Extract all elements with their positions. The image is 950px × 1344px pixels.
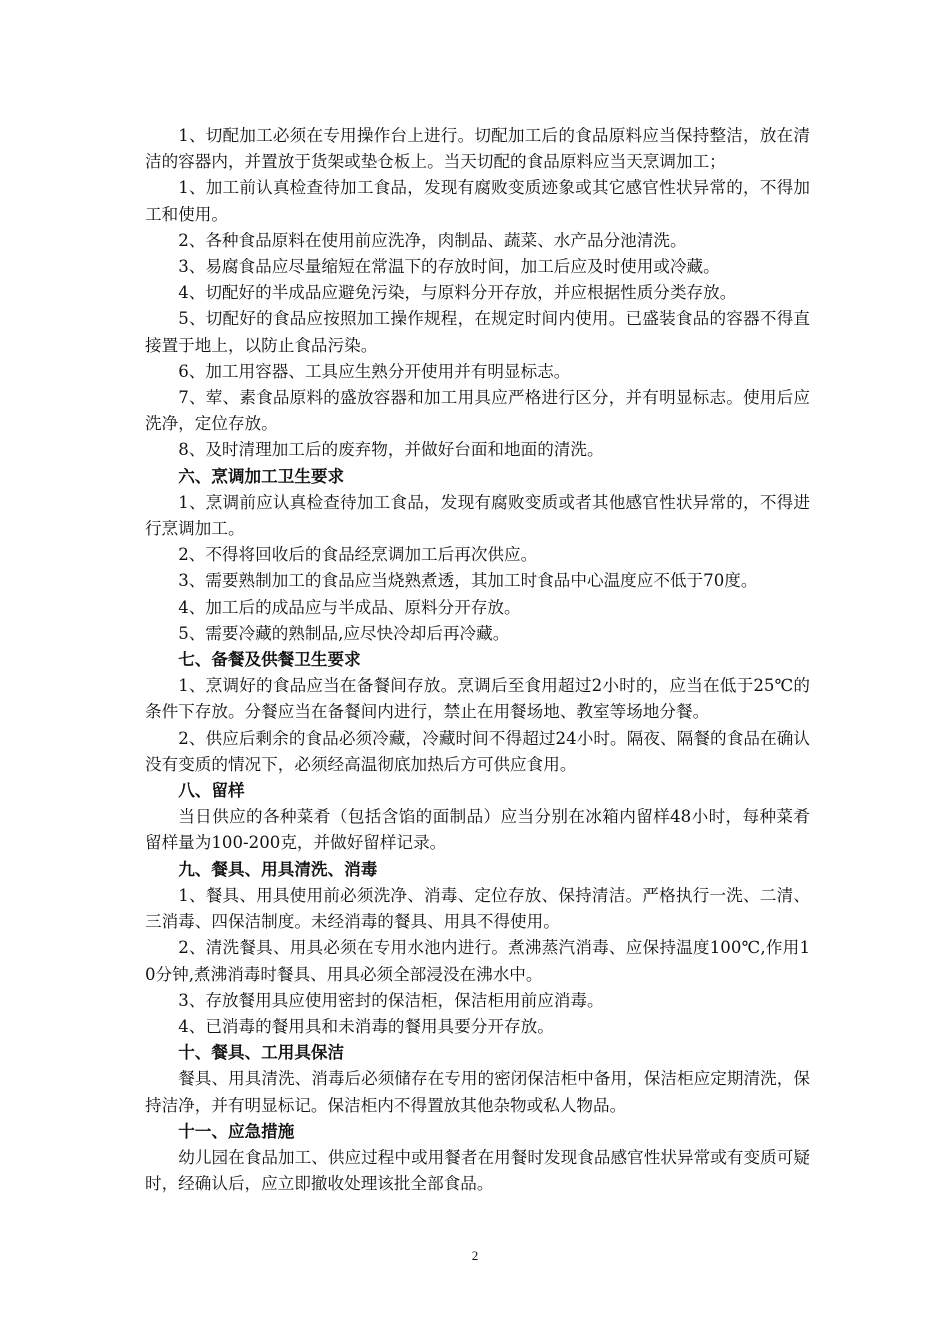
page-number: 2 (471, 1248, 479, 1263)
paragraph: 4、切配好的半成品应避免污染，与原料分开存放，并应根据性质分类存放。 (178, 283, 737, 303)
paragraph: 3、易腐食品应尽量缩短在常温下的存放时间，加工后应及时使用或冷藏。 (178, 257, 720, 277)
paragraph: 6、加工用容器、工具应生熟分开使用并有明显标志。 (178, 361, 571, 381)
section-heading: 六、烹调加工卫生要求 (178, 466, 345, 486)
paragraph: 2、清洗餐具、用具必须在专用水池内进行。煮沸蒸汽消毒、应保持温度100℃,作用10分钟,煮沸消毒时餐具、用具必须全部浸没在沸水中。 (145, 938, 810, 984)
paragraph: 5、切配好的食品应按照加工操作规程，在规定时间内使用。已盛装食品的容器不得直接置于地上，以防止食品污染。 (145, 309, 810, 355)
section-heading: 八、留样 (178, 781, 245, 801)
paragraph: 1、烹调好的食品应当在备餐间存放。烹调后至食用超过2小时的，应当在低于25℃的条件下存放。分餐应当在备餐间内进行，禁止在用餐场地、教室等场地分餐。 (145, 676, 810, 722)
paragraph: 1、餐具、用具使用前必须洗净、消毒、定位存放、保持清洁。严格执行一洗、二清、三消毒、四保洁制度。未经消毒的餐具、用具不得使用。 (145, 885, 810, 932)
paragraph: 2、供应后剩余的食品必须冷藏，冷藏时间不得超过24小时。隔夜、隔餐的食品在确认没有变质的情况下，必须经高温彻底加热后方可供应食用。 (145, 728, 810, 774)
paragraph: 餐具、用具清洗、消毒后必须储存在专用的密闭保洁柜中备用，保洁柜应定期清洗，保持洁净，并有明显标记。保洁柜内不得置放其他杂物或私人物品。 (145, 1069, 810, 1115)
section-heading: 九、餐具、用具清洗、消毒 (178, 859, 378, 879)
paragraph: 幼儿园在食品加工、供应过程中或用餐者在用餐时发现食品感官性状异常或有变质可疑时，经确认后，应立即撤收处理该批全部食品。 (145, 1147, 810, 1194)
paragraph: 2、不得将回收后的食品经烹调加工后再次供应。 (178, 545, 538, 565)
paragraph: 1、切配加工必须在专用操作台上进行。切配加工后的食品原料应当保持整洁，放在清洁的容器内，并置放于货架或垫仓板上。当天切配的食品原料应当天烹调加工； (145, 126, 810, 172)
paragraph: 2、各种食品原料在使用前应洗净，肉制品、蔬菜、水产品分池清洗。 (178, 230, 687, 250)
paragraph: 3、存放餐用具应使用密封的保洁柜，保洁柜用前应消毒。 (178, 990, 604, 1010)
section-heading: 十一、应急措施 (178, 1121, 295, 1141)
paragraph: 1、烹调前应认真检查待加工食品，发现有腐败变质或者其他感官性状异常的，不得进行烹调加工。 (145, 492, 810, 539)
section-heading: 七、备餐及供餐卫生要求 (178, 650, 361, 670)
paragraph: 4、加工后的成品应与半成品、原料分开存放。 (178, 597, 521, 617)
paragraph: 5、需要冷藏的熟制品,应尽快冷却后再冷藏。 (178, 623, 510, 643)
paragraph: 7、荤、素食品原料的盛放容器和加工用具应严格进行区分，并有明显标志。使用后应洗净，定位存放。 (145, 388, 810, 434)
paragraph: 3、需要熟制加工的食品应当烧熟煮透，其加工时食品中心温度应不低于70度。 (178, 571, 758, 591)
paragraph: 4、已消毒的餐用具和未消毒的餐用具要分开存放。 (178, 1016, 554, 1036)
document-body (145, 123, 810, 1197)
paragraph: 1、加工前认真检查待加工食品，发现有腐败变质迹象或其它感官性状异常的，不得加工和使用。 (145, 178, 810, 224)
section-heading: 十、餐具、工用具保洁 (178, 1043, 345, 1063)
paragraph: 8、及时清理加工后的废弃物，并做好台面和地面的清洗。 (178, 440, 604, 460)
paragraph: 当日供应的各种菜肴（包括含馅的面制品）应当分别在冰箱内留样48小时，每种菜肴留样量为100-200克，并做好留样记录。 (145, 807, 810, 853)
